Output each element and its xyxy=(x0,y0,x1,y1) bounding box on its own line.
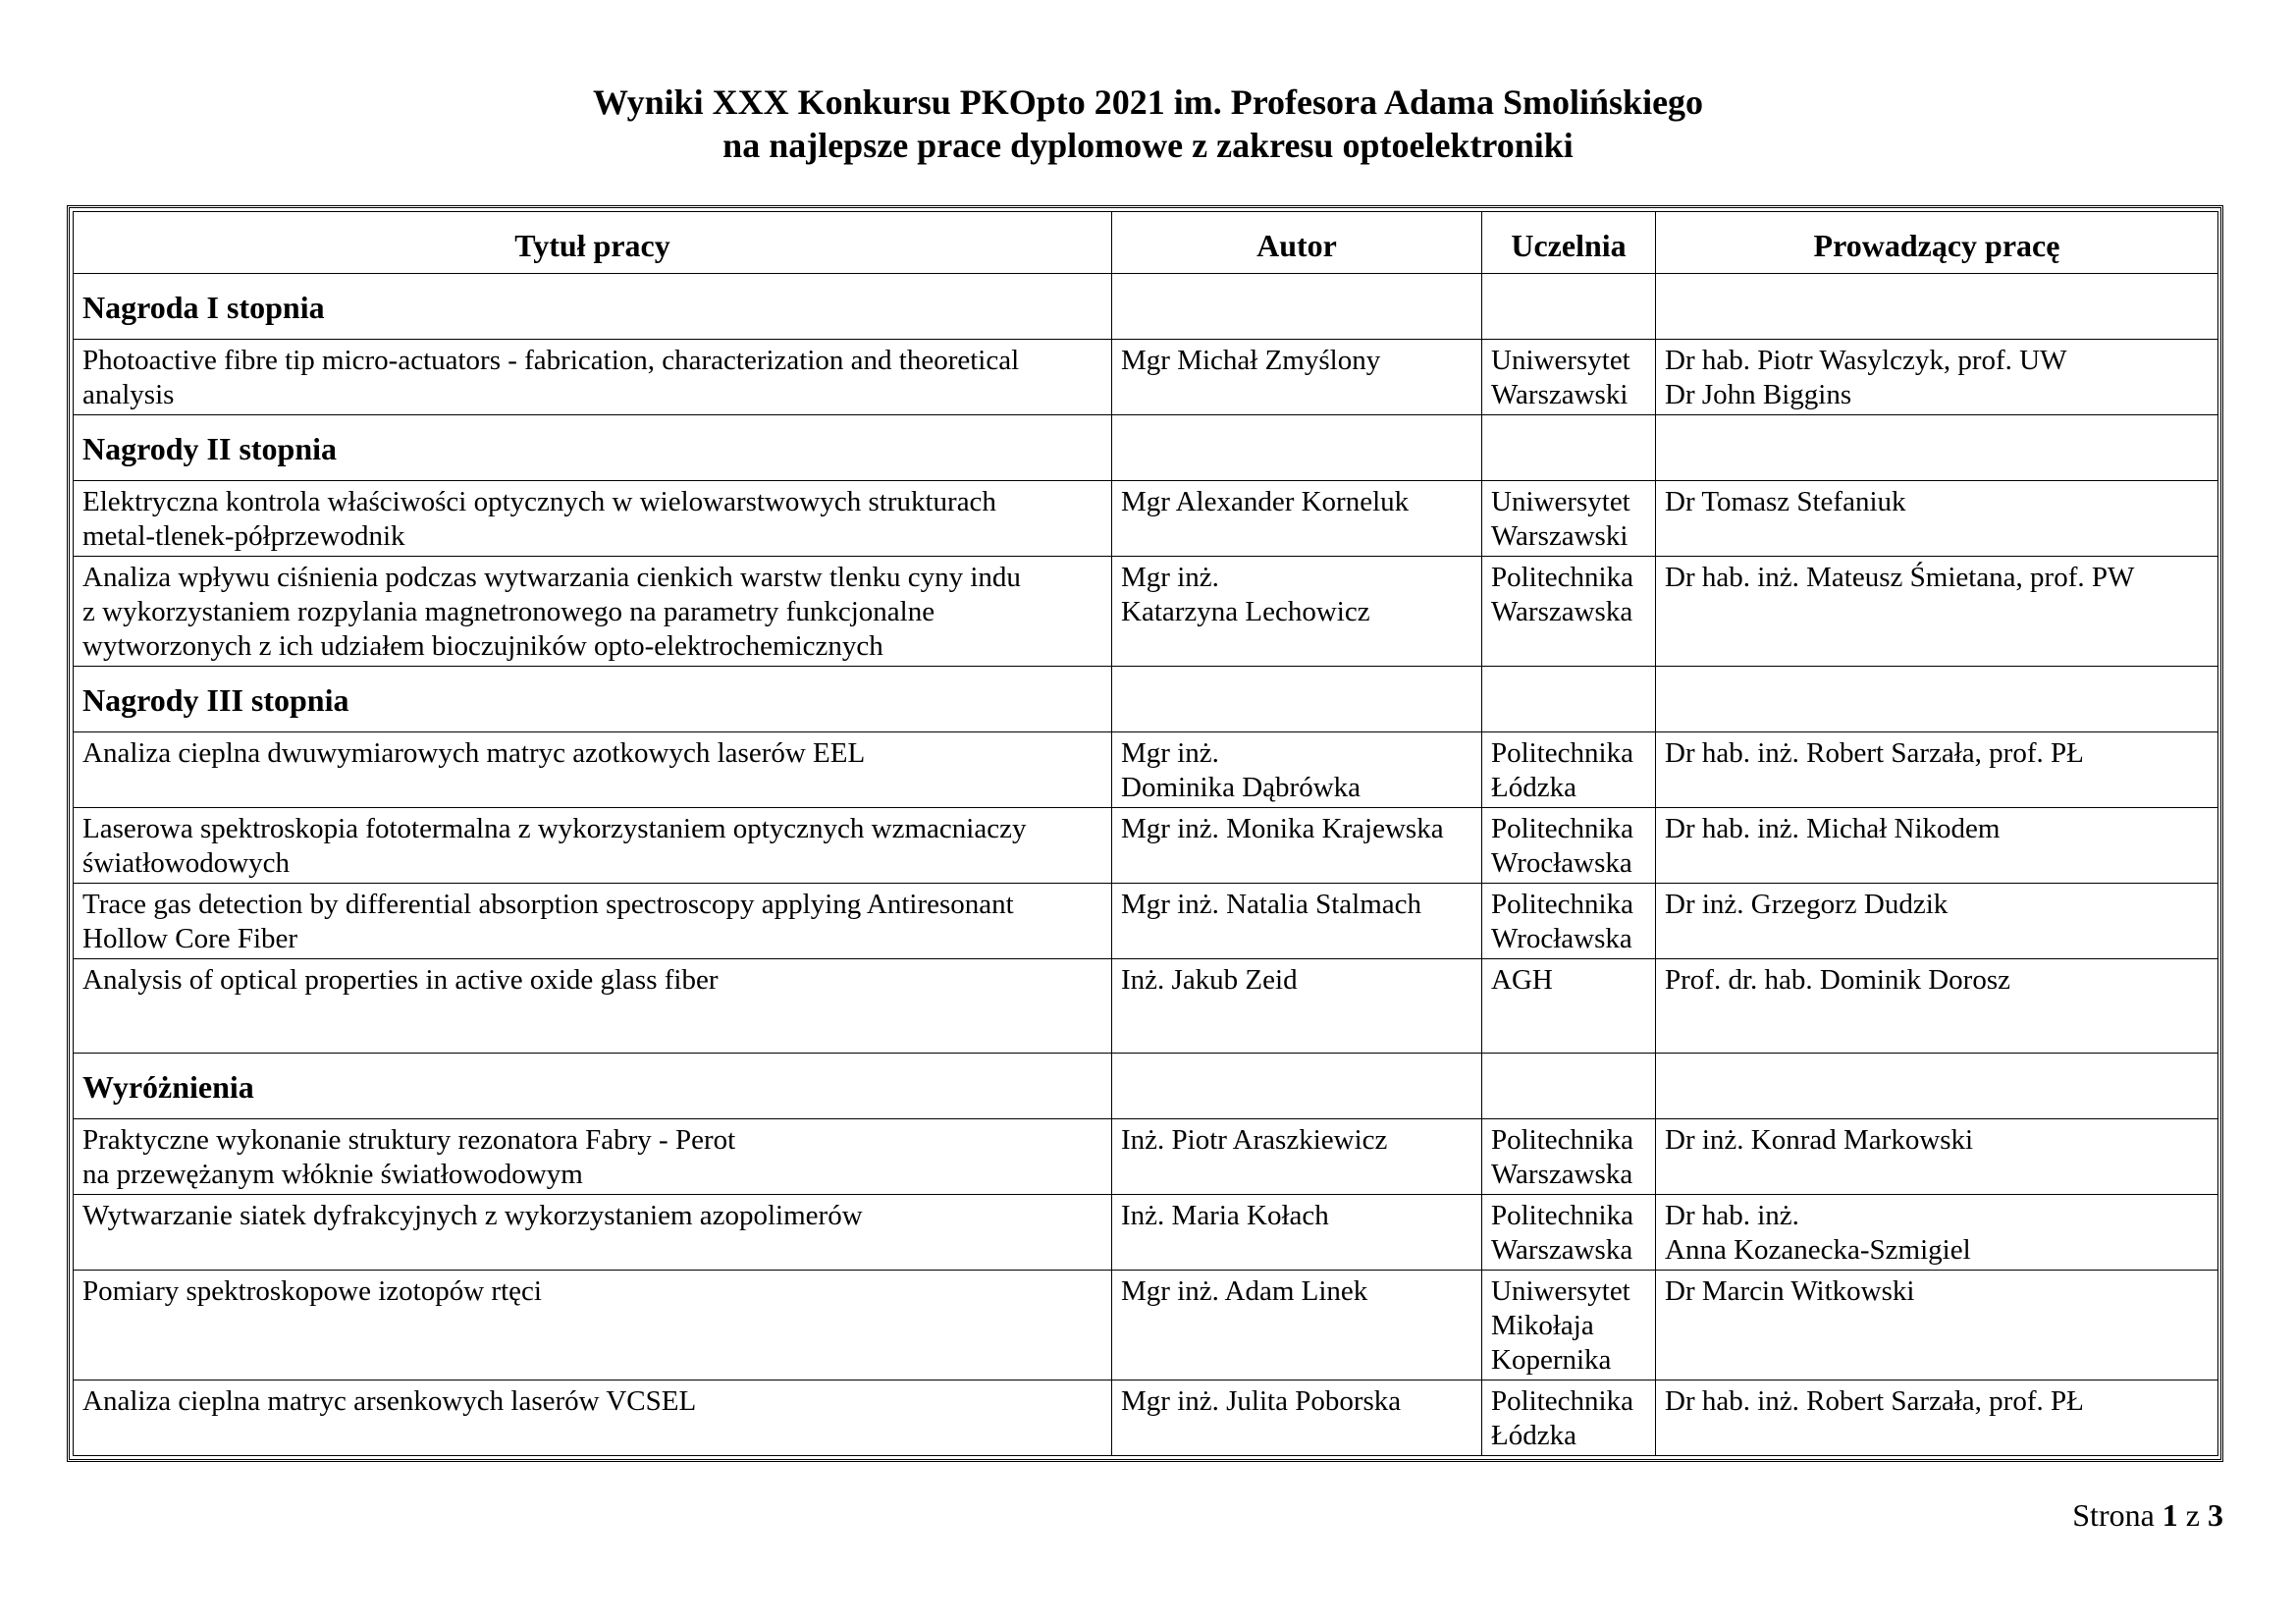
cell-title xyxy=(74,959,1112,1054)
cell-university-line: Politechnika xyxy=(1491,562,1633,593)
cell-author-line: Mgr inż. Adam Linek xyxy=(1121,1275,1368,1307)
cell-supervisor-line: Dr hab. inż. xyxy=(1665,1200,1799,1231)
cell-university xyxy=(1482,1271,1656,1380)
cell-title-line: Laserowa spektroskopia fototermalna z wykorzystaniem optycznych wzmacniaczy xyxy=(82,813,1027,844)
cell-university-line: Wrocławska xyxy=(1491,847,1632,879)
cell-title-line: Praktyczne wykonanie struktury rezonatora Fabry - Perot xyxy=(82,1124,736,1156)
cell-university-line: Uniwersytet xyxy=(1491,1275,1630,1307)
cell-author-line: Mgr inż. xyxy=(1121,562,1219,593)
table-row xyxy=(74,884,2218,959)
section-empty-cell xyxy=(1112,415,1482,481)
cell-author xyxy=(1112,1195,1482,1271)
page-number-total: 3 xyxy=(2208,1497,2223,1533)
section-empty-cell xyxy=(1656,274,2218,340)
cell-title-line: Analiza cieplna matryc arsenkowych laserów VCSEL xyxy=(82,1385,697,1417)
cell-supervisor-line: Dr hab. inż. Mateusz Śmietana, prof. PW xyxy=(1665,562,2135,593)
cell-supervisor xyxy=(1656,1195,2218,1271)
cell-university-line: Warszawska xyxy=(1491,596,1633,627)
cell-supervisor xyxy=(1656,340,2218,415)
cell-author-line: Mgr inż. xyxy=(1121,737,1219,769)
cell-supervisor-line: Dr inż. Grzegorz Dudzik xyxy=(1665,889,1949,920)
section-empty-cell xyxy=(1112,667,1482,732)
cell-title-line: metal-tlenek-półprzewodnik xyxy=(82,520,405,552)
cell-title xyxy=(74,1271,1112,1380)
cell-supervisor xyxy=(1656,1119,2218,1195)
cell-author-line: Dominika Dąbrówka xyxy=(1121,772,1362,803)
cell-author xyxy=(1112,1271,1482,1380)
cell-supervisor xyxy=(1656,959,2218,1054)
cell-author-line: Mgr inż. Julita Poborska xyxy=(1121,1385,1402,1417)
section-empty-cell xyxy=(1482,274,1656,340)
cell-university-line: Łódzka xyxy=(1491,1420,1576,1451)
cell-supervisor xyxy=(1656,808,2218,884)
cell-university xyxy=(1482,557,1656,667)
section-empty-cell xyxy=(1656,667,2218,732)
section-empty-cell xyxy=(1656,1054,2218,1119)
cell-university xyxy=(1482,1119,1656,1195)
cell-author-line: Mgr Michał Zmyślony xyxy=(1121,345,1381,376)
cell-author-line: Mgr inż. Monika Krajewska xyxy=(1121,813,1444,844)
cell-title-line: na przewężanym włóknie światłowodowym xyxy=(82,1159,583,1190)
cell-author xyxy=(1112,1380,1482,1456)
cell-author xyxy=(1112,732,1482,808)
cell-university-line: Mikołaja xyxy=(1491,1310,1594,1341)
cell-title-line: wytworzonych z ich udziałem bioczujników opto-elektrochemicznych xyxy=(82,630,883,662)
cell-supervisor xyxy=(1656,481,2218,557)
cell-supervisor-line: Dr hab. inż. Robert Sarzała, prof. PŁ xyxy=(1665,737,2084,769)
section-label: Nagroda I stopnia xyxy=(74,274,1112,340)
header-supervisor: Prowadzący pracę xyxy=(1656,212,2218,274)
cell-university-line: Politechnika xyxy=(1491,1200,1633,1231)
cell-supervisor-line: Dr hab. Piotr Wasylczyk, prof. UW xyxy=(1665,345,2067,376)
cell-author-line: Mgr Alexander Korneluk xyxy=(1121,486,1410,517)
cell-author xyxy=(1112,959,1482,1054)
table-row xyxy=(74,1119,2218,1195)
cell-title-line: analysis xyxy=(82,379,175,410)
table-row xyxy=(74,959,2218,1054)
section-empty-cell xyxy=(1112,1054,1482,1119)
page-number-current: 1 xyxy=(2162,1497,2178,1533)
cell-title xyxy=(74,884,1112,959)
cell-university-line: Warszawski xyxy=(1491,379,1629,410)
cell-author-line: Mgr inż. Natalia Stalmach xyxy=(1121,889,1422,920)
table-body xyxy=(74,274,2218,1456)
table-row xyxy=(74,1195,2218,1271)
cell-supervisor-line: Dr hab. inż. Robert Sarzała, prof. PŁ xyxy=(1665,1385,2084,1417)
document-title-line-1: Wyniki XXX Konkursu PKOpto 2021 im. Profesora Adama Smolińskiego xyxy=(592,82,1704,122)
section-empty-cell xyxy=(1482,1054,1656,1119)
cell-title-line: światłowodowych xyxy=(82,847,291,879)
cell-supervisor xyxy=(1656,1380,2218,1456)
section-row xyxy=(74,1054,2218,1119)
header-university: Uczelnia xyxy=(1482,212,1656,274)
cell-university-line: Uniwersytet xyxy=(1491,345,1630,376)
table-row xyxy=(74,340,2218,415)
cell-title-line: Wytwarzanie siatek dyfrakcyjnych z wykorzystaniem azopolimerów xyxy=(82,1200,863,1231)
section-label: Nagrody II stopnia xyxy=(74,415,1112,481)
cell-author xyxy=(1112,340,1482,415)
section-row xyxy=(74,667,2218,732)
cell-title-line: Analysis of optical properties in active oxide glass fiber xyxy=(82,964,719,996)
cell-university xyxy=(1482,884,1656,959)
cell-university-line: Wrocławska xyxy=(1491,923,1632,954)
cell-university-line: Politechnika xyxy=(1491,1124,1633,1156)
cell-title-line: Analiza cieplna dwuwymiarowych matryc azotkowych laserów EEL xyxy=(82,737,866,769)
cell-title xyxy=(74,481,1112,557)
cell-author-line: Inż. Maria Kołach xyxy=(1121,1200,1329,1231)
cell-university xyxy=(1482,1380,1656,1456)
cell-university-line: Kopernika xyxy=(1491,1344,1612,1376)
results-table-frame xyxy=(67,205,2223,1462)
cell-university xyxy=(1482,340,1656,415)
cell-supervisor xyxy=(1656,732,2218,808)
table-row xyxy=(74,808,2218,884)
cell-title-line: Analiza wpływu ciśnienia podczas wytwarzania cienkich warstw tlenku cyny indu xyxy=(82,562,1021,593)
cell-university xyxy=(1482,808,1656,884)
cell-university-line: Politechnika xyxy=(1491,737,1633,769)
cell-university-line: Politechnika xyxy=(1491,889,1633,920)
table-row xyxy=(74,1380,2218,1456)
cell-university xyxy=(1482,1195,1656,1271)
cell-university xyxy=(1482,732,1656,808)
header-author: Autor xyxy=(1112,212,1482,274)
page-number-separator: z xyxy=(2185,1497,2200,1533)
cell-author xyxy=(1112,557,1482,667)
cell-university-line: Łódzka xyxy=(1491,772,1576,803)
page-number-prefix: Strona xyxy=(2072,1497,2155,1533)
cell-supervisor-line: Dr inż. Konrad Markowski xyxy=(1665,1124,1974,1156)
cell-author xyxy=(1112,808,1482,884)
section-empty-cell xyxy=(1482,415,1656,481)
cell-university-line: Warszawska xyxy=(1491,1159,1633,1190)
cell-university xyxy=(1482,481,1656,557)
section-empty-cell xyxy=(1656,415,2218,481)
cell-university-line: Politechnika xyxy=(1491,813,1633,844)
table-row xyxy=(74,1271,2218,1380)
cell-title-line: Hollow Core Fiber xyxy=(82,923,298,954)
section-row xyxy=(74,415,2218,481)
cell-title-line: Trace gas detection by differential absorption spectroscopy applying Antiresonant xyxy=(82,889,1014,920)
cell-title xyxy=(74,808,1112,884)
section-label: Nagrody III stopnia xyxy=(74,667,1112,732)
cell-university-line: AGH xyxy=(1491,964,1553,996)
section-row xyxy=(74,274,2218,340)
cell-title xyxy=(74,732,1112,808)
cell-university-line: Politechnika xyxy=(1491,1385,1633,1417)
cell-supervisor-line: Anna Kozanecka-Szmigiel xyxy=(1665,1234,1971,1266)
cell-title xyxy=(74,1119,1112,1195)
cell-supervisor xyxy=(1656,1271,2218,1380)
cell-title-line: z wykorzystaniem rozpylania magnetronowego na parametry funkcjonalne xyxy=(82,596,935,627)
table-row xyxy=(74,732,2218,808)
cell-supervisor-line: Prof. dr. hab. Dominik Dorosz xyxy=(1665,964,2010,996)
cell-supervisor-line: Dr hab. inż. Michał Nikodem xyxy=(1665,813,2001,844)
table-header-row xyxy=(74,212,2218,274)
cell-supervisor xyxy=(1656,557,2218,667)
cell-supervisor-line: Dr Marcin Witkowski xyxy=(1665,1275,1915,1307)
cell-author xyxy=(1112,1119,1482,1195)
results-table xyxy=(73,211,2218,1456)
header-title: Tytuł pracy xyxy=(74,212,1112,274)
cell-author-line: Inż. Piotr Araszkiewicz xyxy=(1121,1124,1388,1156)
cell-title xyxy=(74,1195,1112,1271)
cell-author xyxy=(1112,481,1482,557)
cell-supervisor-line: Dr John Biggins xyxy=(1665,379,1852,410)
section-empty-cell xyxy=(1482,667,1656,732)
section-empty-cell xyxy=(1112,274,1482,340)
document-title-line-2: na najlepsze prace dyplomowe z zakresu optoelektroniki xyxy=(722,126,1574,165)
cell-title-line: Pomiary spektroskopowe izotopów rtęci xyxy=(82,1275,542,1307)
cell-title xyxy=(74,1380,1112,1456)
table-row xyxy=(74,557,2218,667)
cell-university xyxy=(1482,959,1656,1054)
cell-title-line: Photoactive fibre tip micro-actuators - fabrication, characterization and theoretical xyxy=(82,345,1020,376)
cell-university-line: Warszawska xyxy=(1491,1234,1633,1266)
cell-supervisor xyxy=(1656,884,2218,959)
section-label: Wyróżnienia xyxy=(74,1054,1112,1119)
cell-author-line: Inż. Jakub Zeid xyxy=(1121,964,1298,996)
page-number xyxy=(2072,1497,2223,1534)
cell-title xyxy=(74,557,1112,667)
cell-author xyxy=(1112,884,1482,959)
cell-university-line: Uniwersytet xyxy=(1491,486,1630,517)
cell-title-line: Elektryczna kontrola właściwości optycznych w wielowarstwowych strukturach xyxy=(82,486,996,517)
table-row xyxy=(74,481,2218,557)
cell-author-line: Katarzyna Lechowicz xyxy=(1121,596,1370,627)
cell-supervisor-line: Dr Tomasz Stefaniuk xyxy=(1665,486,1906,517)
cell-title xyxy=(74,340,1112,415)
cell-university-line: Warszawski xyxy=(1491,520,1629,552)
